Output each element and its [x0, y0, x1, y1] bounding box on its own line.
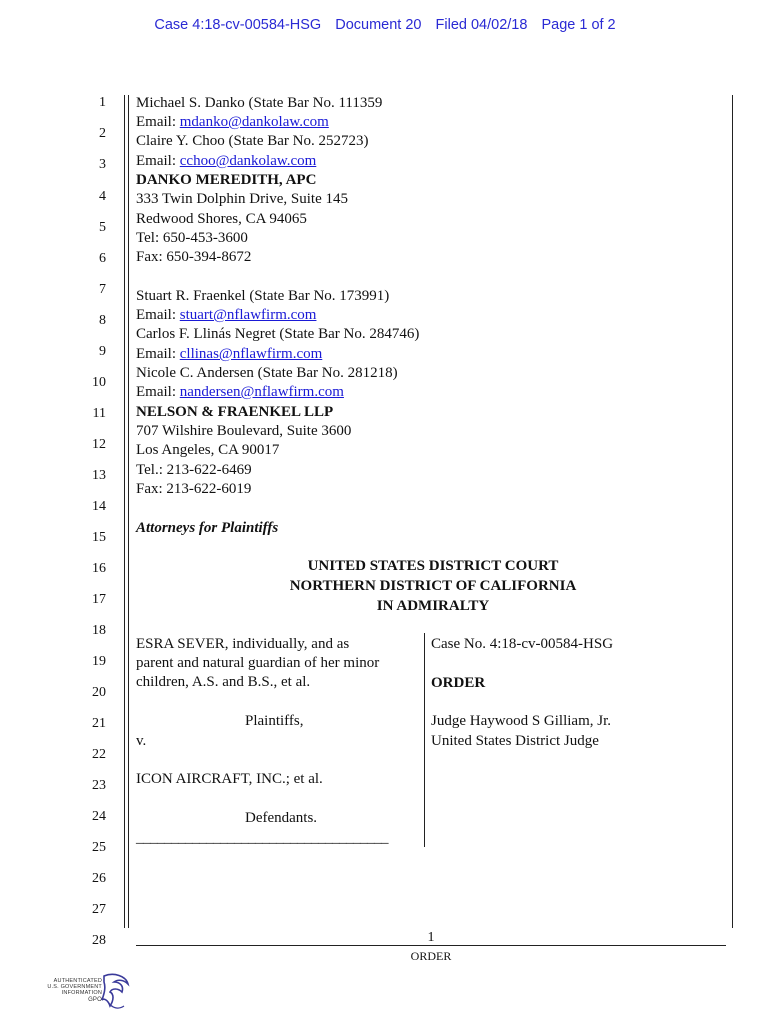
left-margin-rule: [124, 95, 125, 928]
firm-fax: Fax: 650-394-8672: [136, 249, 252, 265]
attorney-name: Carlos F. Llinás Negret (State Bar No. 284746): [136, 326, 420, 342]
line-number: 28: [92, 933, 106, 948]
line-number: 19: [92, 654, 106, 669]
email-label: Email:: [136, 307, 180, 323]
eagle-icon: [100, 972, 132, 1012]
judge-title: United States District Judge: [431, 733, 599, 749]
line-number: 6: [99, 251, 106, 266]
email-label: Email:: [136, 114, 180, 130]
gpo-seal-text: AUTHENTICATED: [53, 978, 102, 984]
line-number: 18: [92, 623, 106, 638]
footer-title: ORDER: [410, 949, 452, 963]
line-number: 15: [92, 530, 106, 545]
line-number: 2: [99, 126, 106, 141]
email-label: Email:: [136, 346, 180, 362]
court-name: UNITED STATES DISTRICT COURT: [307, 558, 559, 574]
firm-name: DANKO MEREDITH, APC: [136, 172, 317, 188]
email-label: Email:: [136, 384, 180, 400]
gpo-seal-text: INFORMATION: [61, 990, 102, 996]
firm-phone: Tel: 650-453-3600: [136, 230, 248, 246]
court-district: NORTHERN DISTRICT OF CALIFORNIA: [289, 578, 577, 594]
plaintiff-name-cont: children, A.S. and B.S., et al.: [136, 674, 311, 690]
line-number: 26: [92, 871, 106, 886]
plaintiffs-label: Plaintiffs,: [245, 713, 304, 729]
attorney-email-line: [136, 306, 316, 325]
firm-address: 333 Twin Dolphin Drive, Suite 145: [136, 191, 348, 207]
attorney-email-line: [136, 345, 322, 364]
caption-underline: ____________________________________: [136, 830, 388, 846]
firm-fax: Fax: 213-622-6019: [136, 481, 252, 497]
header-document: Document 20: [335, 17, 422, 33]
right-margin-rule: [732, 95, 733, 928]
line-number: 17: [92, 592, 106, 607]
attorneys-for: Attorneys for Plaintiffs: [136, 520, 279, 536]
court-admiralty: IN ADMIRALTY: [376, 598, 490, 614]
header-page: Page 1 of 2: [541, 17, 616, 33]
line-number: 11: [92, 406, 106, 421]
email-link[interactable]: cchoo@dankolaw.com: [179, 153, 317, 169]
line-number: 4: [99, 189, 106, 204]
attorney-email-line: [136, 152, 316, 171]
attorney-name: Michael S. Danko (State Bar No. 111359: [136, 95, 383, 111]
line-number: 1: [99, 95, 106, 110]
firm-name: NELSON & FRAENKEL LLP: [136, 404, 334, 420]
plaintiff-name-cont: parent and natural guardian of her minor: [136, 655, 380, 671]
gpo-seal: [42, 972, 132, 1012]
footer-page-number: 1: [427, 930, 435, 945]
versus: v.: [136, 733, 147, 749]
firm-city: Redwood Shores, CA 94065: [136, 211, 307, 227]
attorney-name: Stuart R. Fraenkel (State Bar No. 173991): [136, 288, 390, 304]
email-link[interactable]: cllinas@nflawfirm.com: [179, 346, 323, 362]
firm-address: 707 Wilshire Boulevard, Suite 3600: [136, 423, 352, 439]
line-number: 22: [92, 747, 106, 762]
email-label: Email:: [136, 153, 180, 169]
line-number: 16: [92, 561, 106, 576]
defendants-label: Defendants.: [245, 810, 318, 826]
line-number: 5: [99, 220, 106, 235]
attorney-email-line: [136, 113, 329, 132]
attorney-name: Nicole C. Andersen (State Bar No. 281218): [136, 365, 398, 381]
gpo-seal-text: U.S. GOVERNMENT: [47, 984, 102, 990]
line-number: 23: [92, 778, 106, 793]
caption-divider: [424, 633, 425, 847]
email-link[interactable]: mdanko@dankolaw.com: [179, 114, 329, 130]
email-link[interactable]: stuart@nflawfirm.com: [179, 307, 317, 323]
line-number: 3: [99, 157, 106, 172]
line-number: 10: [92, 375, 106, 390]
line-number: 25: [92, 840, 106, 855]
line-number: 24: [92, 809, 106, 824]
document-title: ORDER: [431, 675, 486, 691]
line-number: 21: [92, 716, 106, 731]
defendant-name: ICON AIRCRAFT, INC.; et al.: [136, 771, 323, 787]
email-link[interactable]: nandersen@nflawfirm.com: [179, 384, 344, 400]
plaintiff-name: ESRA SEVER, individually, and as: [136, 636, 350, 652]
line-number: 7: [99, 282, 106, 297]
line-number: 12: [92, 437, 106, 452]
line-number: 9: [99, 344, 106, 359]
header-case-number: Case 4:18-cv-00584-HSG: [154, 17, 322, 33]
line-number: 14: [92, 499, 106, 514]
attorney-name: Claire Y. Choo (State Bar No. 252723): [136, 133, 369, 149]
left-margin-rule-inner: [128, 95, 129, 928]
case-header: [0, 17, 770, 33]
firm-city: Los Angeles, CA 90017: [136, 442, 280, 458]
case-number: Case No. 4:18-cv-00584-HSG: [431, 636, 614, 652]
line-number: 8: [99, 313, 106, 328]
line-number: 27: [92, 902, 106, 917]
judge-name: Judge Haywood S Gilliam, Jr.: [431, 713, 611, 729]
gpo-seal-text: GPO: [88, 997, 102, 1003]
line-number: 20: [92, 685, 106, 700]
line-number: 13: [92, 468, 106, 483]
header-filed-date: Filed 04/02/18: [435, 17, 528, 33]
attorney-email-line: [136, 383, 344, 402]
firm-phone: Tel.: 213-622-6469: [136, 462, 252, 478]
